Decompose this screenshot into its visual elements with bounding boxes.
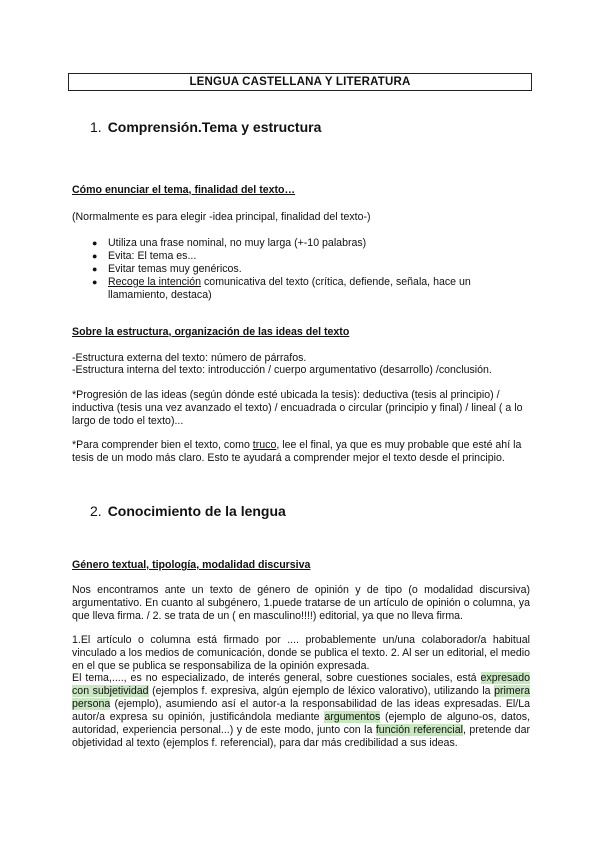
section-1-heading xyxy=(90,118,321,136)
text-run: (ejemplo de alguno-os, datos, autoridad, experiencia personal...) y de este modo, junto con la xyxy=(72,711,531,736)
highlighted-text: argumentos xyxy=(324,711,381,723)
highlighted-text: función referencial xyxy=(375,724,463,736)
list-item xyxy=(92,237,530,250)
estructura-heading: Sobre la estructura, organización de las ideas del texto xyxy=(72,326,350,338)
tema-heading: Cómo enunciar el tema, finalidad del texto… xyxy=(72,184,296,196)
section-1-number: 1. xyxy=(90,119,102,135)
text-run: (ejemplos f. expresiva, algún ejemplo de léxico valorativo), utilizando la xyxy=(148,685,495,697)
tema-bullet-list xyxy=(92,237,530,302)
highlighted-text: primera persona xyxy=(72,685,531,710)
section-1-title: Comprensión.Tema y estructura xyxy=(107,119,322,135)
text-run: , pretende dar objetividad al texto (ejemplos f. referencial), para dar más credibilidad a sus ideas. xyxy=(72,724,530,749)
genero-heading: Género textual, tipología, modalidad discursiva xyxy=(72,559,311,571)
estructura-interna: -Estructura interna del texto: introducción / cuerpo argumentativo (desarrollo) /conclusión. xyxy=(72,364,492,376)
section-2-heading xyxy=(90,502,286,520)
text-run: *Para comprender bien el texto, como xyxy=(72,439,253,451)
bullet-underlined-text: Recoge la intención xyxy=(108,276,202,288)
text-run: (ejemplo), asumiendo así el autor-a la responsabilidad de las ideas expresadas. El/La autor/a expresa su opinión, justificándola mediante xyxy=(72,698,530,723)
progresion-paragraph: *Progresión de las ideas (según dónde esté ubicada la tesis): deductiva (tesis al principio) / inductiva (tesis una vez avanzado el texto) / encuadrada o circular (principio y final) / lineal ( a lo largo de todo el texto)... xyxy=(72,389,523,427)
estructura-externa: -Estructura externa del texto: número de párrafos. xyxy=(72,352,307,364)
truco-paragraph xyxy=(72,439,530,465)
document-title: LENGUA CASTELLANA Y LITERATURA xyxy=(68,73,532,91)
bullet-text: Evitar temas muy genéricos. xyxy=(108,263,242,275)
bullet-text: Utiliza una frase nominal, no muy larga (+-10 palabras) xyxy=(108,237,367,249)
text-run: El tema,...., es no especializado, de interés general, sobre cuestiones sociales, está xyxy=(72,672,481,684)
bullet-icon: ● xyxy=(92,264,98,274)
list-item xyxy=(92,250,530,263)
tema-note: (Normalmente es para elegir -idea principal, finalidad del texto-) xyxy=(72,211,371,223)
underlined-word: truco xyxy=(252,439,277,451)
genero-paragraph-1: Nos encontramos ante un texto de género de opinión y de tipo (o modalidad discursiva) argumentativo. En cuanto al subgénero, 1.puede tratarse de un artículo de opinión o columna, ya que lleva firma. / 2. se trata de un ( en masculino!!!!) editorial, ya que no lleva firma. xyxy=(72,584,530,622)
bullet-icon: ● xyxy=(92,238,98,248)
list-item xyxy=(92,276,530,302)
genero-paragraph-3 xyxy=(72,672,530,750)
text-run: , lee el final, ya que es muy probable que esté ahí la tesis de un modo más claro. Esto te ayudará a comprender mejor el texto desde el principio. xyxy=(72,439,522,464)
section-2-number: 2. xyxy=(90,503,102,519)
genero-paragraph-2: 1.El artículo o columna está firmado por .... probablemente un/una colaborador/a habitual vinculado a los medios de comunicación, donde se publica el texto. 2. Al ser un editorial, el medio en el que se publica se responsabiliza de la opinión expresada. xyxy=(72,634,530,672)
section-2-title: Conocimiento de la lengua xyxy=(107,503,286,519)
highlighted-text: expresado con subjetividad xyxy=(72,672,530,697)
bullet-text: Evita: El tema es... xyxy=(108,250,197,262)
bullet-text: comunicativa del texto (crítica, defiende, señala, hace un llamamiento, destaca) xyxy=(108,276,471,301)
bullet-icon: ● xyxy=(92,251,98,261)
bullet-icon: ● xyxy=(92,277,98,287)
list-item xyxy=(92,263,530,276)
